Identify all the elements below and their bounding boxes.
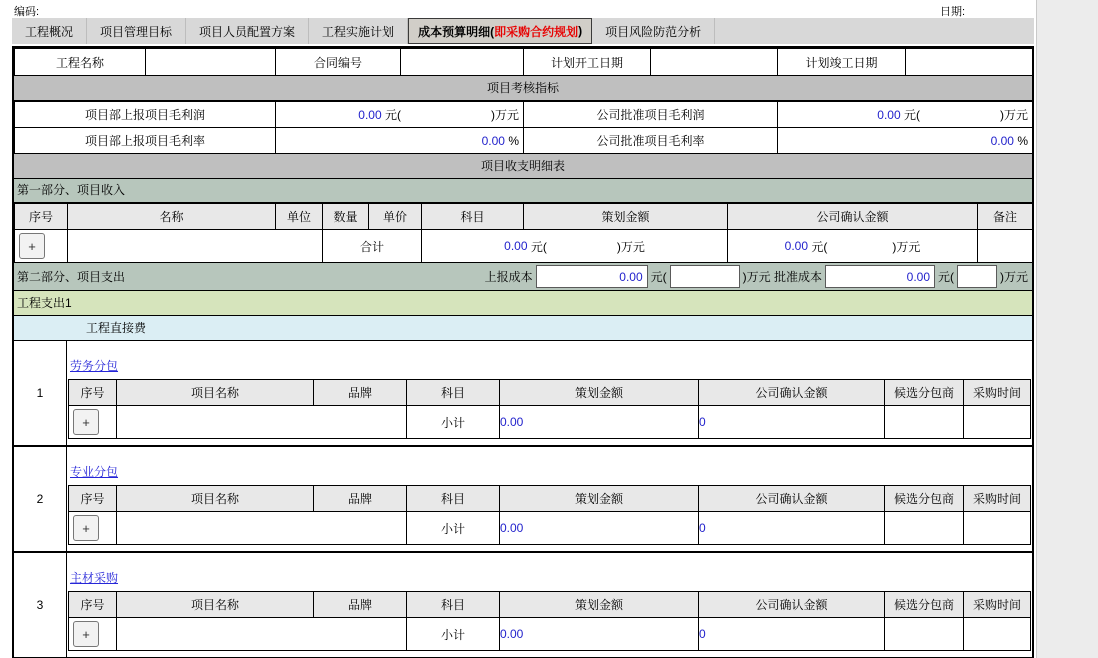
contract-no-label: 合同编号 <box>276 49 401 76</box>
tab-project-overview[interactable]: 工程概况 <box>12 18 87 44</box>
sec-header-subject: 科目 <box>407 380 500 406</box>
sec-purchase-time-cell[interactable] <box>964 618 1031 651</box>
professional-subcontract-link[interactable]: 专业分包 <box>70 465 119 479</box>
approved-margin-value: 0.00 <box>990 133 1014 148</box>
unit-close-text: )万元 <box>1000 108 1028 122</box>
approved-cost-label: 批准成本 <box>773 270 822 284</box>
tab-implementation-plan[interactable]: 工程实施计划 <box>309 18 408 44</box>
kpi-band-title: 项目考核指标 <box>14 76 1032 101</box>
reported-margin-label: 项目部上报项目毛利率 <box>15 128 276 154</box>
approved-cost-input[interactable]: 0.00 <box>825 265 935 288</box>
sec-header-confirmed: 公司确认金额 <box>699 592 885 618</box>
professional-subcontract-table <box>68 485 1031 545</box>
budget-sheet <box>12 46 1034 658</box>
sec-header-seq: 序号 <box>69 486 117 512</box>
sec-candidate-cell[interactable] <box>885 618 964 651</box>
tab-cost-budget-detail[interactable] <box>408 18 592 44</box>
approved-margin-cell[interactable] <box>778 128 1033 154</box>
sec-header-item-name: 项目名称 <box>117 380 314 406</box>
reported-margin-value: 0.00 <box>481 133 505 148</box>
income-section-title: 第一部分、项目收入 <box>14 179 1032 203</box>
sec-subtotal-label: 小计 <box>407 406 500 439</box>
active-tab-highlight: 即采购合约规划 <box>494 24 579 39</box>
detail-band-title: 项目收支明细表 <box>14 154 1032 179</box>
main-material-purchase-table <box>68 591 1031 651</box>
planned-end-date-label: 计划竣工日期 <box>778 49 906 76</box>
material-add-row-button[interactable]: + <box>73 621 99 647</box>
sec-subtotal-label: 小计 <box>407 618 500 651</box>
income-header-name: 名称 <box>68 204 276 230</box>
sec-add-cell <box>69 406 117 439</box>
income-confirmed-total-cell[interactable] <box>728 230 978 263</box>
approved-profit-value: 0.00 <box>877 107 901 122</box>
labor-planned-subtotal: 0.00 <box>500 406 699 439</box>
sec-header-subject: 科目 <box>407 486 500 512</box>
sec-empty-cell <box>117 618 407 651</box>
professional-add-row-button[interactable]: + <box>73 515 99 541</box>
contract-no-input[interactable] <box>401 49 524 76</box>
expense-section-band <box>14 263 1032 291</box>
labor-subcontract-link[interactable]: 劳务分包 <box>70 359 119 373</box>
reported-profit-value: 0.00 <box>358 107 382 122</box>
sec-header-candidate: 候选分包商 <box>885 380 964 406</box>
sec-empty-cell <box>117 406 407 439</box>
income-header-planned: 策划金额 <box>524 204 728 230</box>
percent-text: % <box>508 133 519 148</box>
section-number: 3 <box>14 553 67 657</box>
tab-project-management-goals[interactable]: 项目管理目标 <box>87 18 186 44</box>
income-add-row-button[interactable]: + <box>19 233 45 259</box>
direct-cost-subgroup-title: 工程直接费 <box>14 316 1032 341</box>
unit-text: 元( <box>385 108 401 122</box>
unit-text: 元( <box>650 270 667 284</box>
income-header-seq: 序号 <box>15 204 68 230</box>
unit-close-text: )万元 <box>742 270 771 284</box>
tab-staffing-plan[interactable]: 项目人员配置方案 <box>186 18 309 44</box>
planned-start-date-input[interactable] <box>651 49 778 76</box>
project-info-table <box>14 48 1033 76</box>
unit-text: 元( <box>811 239 828 254</box>
sec-header-candidate: 候选分包商 <box>885 592 964 618</box>
sec-candidate-cell[interactable] <box>885 512 964 545</box>
sec-header-purchase-time: 采购时间 <box>964 380 1031 406</box>
sec-header-brand: 品牌 <box>314 486 407 512</box>
approved-profit-label: 公司批准项目毛利润 <box>524 102 778 128</box>
planned-start-date-label: 计划开工日期 <box>524 49 651 76</box>
sec-header-purchase-time: 采购时间 <box>964 486 1031 512</box>
planned-end-date-input[interactable] <box>906 49 1033 76</box>
sec-header-candidate: 候选分包商 <box>885 486 964 512</box>
tab-bar <box>12 18 1034 44</box>
sec-header-planned: 策划金额 <box>500 486 699 512</box>
sec-candidate-cell[interactable] <box>885 406 964 439</box>
income-add-cell <box>15 230 68 263</box>
income-header-qty: 数量 <box>323 204 369 230</box>
income-header-price: 单价 <box>369 204 422 230</box>
sec-header-confirmed: 公司确认金额 <box>699 486 885 512</box>
reported-cost-label: 上报成本 <box>484 270 533 284</box>
approved-profit-cell[interactable] <box>778 102 1033 128</box>
top-bar <box>0 0 1098 18</box>
sec-header-confirmed: 公司确认金额 <box>699 380 885 406</box>
sec-header-item-name: 项目名称 <box>117 486 314 512</box>
material-confirmed-subtotal: 0 <box>699 618 885 651</box>
outside-sheet-area <box>1036 0 1098 658</box>
expense-category-section <box>14 341 1032 447</box>
project-name-label: 工程名称 <box>15 49 146 76</box>
sec-header-subject: 科目 <box>407 592 500 618</box>
unit-close-text: )万元 <box>1000 270 1028 284</box>
approved-cost-wan-input[interactable] <box>957 265 997 288</box>
labor-confirmed-subtotal: 0 <box>699 406 885 439</box>
income-header-subject: 科目 <box>422 204 524 230</box>
sec-header-seq: 序号 <box>69 380 117 406</box>
sec-subtotal-label: 小计 <box>407 512 500 545</box>
reported-profit-cell[interactable] <box>276 102 524 128</box>
reported-profit-label: 项目部上报项目毛利润 <box>15 102 276 128</box>
section-number: 2 <box>14 447 67 551</box>
unit-close-text: )万元 <box>616 239 645 254</box>
income-remark-cell <box>978 230 1033 263</box>
sec-header-planned: 策划金额 <box>500 592 699 618</box>
material-planned-subtotal: 0.00 <box>500 618 699 651</box>
main-material-purchase-link[interactable]: 主材采购 <box>70 571 119 585</box>
expense-section-title: 第二部分、项目支出 <box>17 270 126 284</box>
expense-group-title: 工程支出1 <box>14 291 1032 316</box>
income-confirmed-total-value: 0.00 <box>784 239 808 253</box>
percent-text: % <box>1017 133 1028 148</box>
unit-text: 元( <box>938 270 954 284</box>
income-planned-total-value: 0.00 <box>504 239 528 253</box>
tab-risk-prevention-analysis[interactable]: 项目风险防范分析 <box>592 18 715 44</box>
professional-confirmed-subtotal: 0 <box>699 512 885 545</box>
income-empty-cell <box>68 230 323 263</box>
code-label: 编码: <box>14 6 40 18</box>
income-header-confirmed: 公司确认金额 <box>728 204 978 230</box>
sec-header-brand: 品牌 <box>314 592 407 618</box>
date-label: 日期: <box>940 6 966 18</box>
unit-text: 元( <box>530 239 547 254</box>
section-number: 1 <box>14 341 67 445</box>
sec-header-item-name: 项目名称 <box>117 592 314 618</box>
unit-close-text: )万元 <box>892 239 921 254</box>
income-header-unit: 单位 <box>276 204 323 230</box>
active-tab-suffix: ) <box>578 24 583 38</box>
sec-add-cell <box>69 512 117 545</box>
income-total-label: 合计 <box>323 230 422 263</box>
sec-header-planned: 策划金额 <box>500 380 699 406</box>
sec-add-cell <box>69 618 117 651</box>
unit-text: 元( <box>904 108 920 122</box>
professional-planned-subtotal: 0.00 <box>500 512 699 545</box>
sec-purchase-time-cell[interactable] <box>964 406 1031 439</box>
sec-purchase-time-cell[interactable] <box>964 512 1031 545</box>
sec-header-purchase-time: 采购时间 <box>964 592 1031 618</box>
expense-category-section <box>14 447 1032 553</box>
reported-cost-input[interactable]: 0.00 <box>536 265 648 288</box>
project-name-input[interactable] <box>146 49 276 76</box>
expense-category-section <box>14 553 1032 657</box>
income-table <box>14 203 1033 263</box>
income-header-remark: 备注 <box>978 204 1033 230</box>
unit-close-text: )万元 <box>491 108 519 122</box>
labor-add-row-button[interactable]: + <box>73 409 99 435</box>
labor-subcontract-table <box>68 379 1031 439</box>
sec-empty-cell <box>117 512 407 545</box>
sec-header-seq: 序号 <box>69 592 117 618</box>
reported-margin-cell[interactable] <box>276 128 524 154</box>
active-tab-prefix: 成本预算明细( <box>418 24 495 39</box>
income-planned-total-cell[interactable] <box>422 230 728 263</box>
kpi-table <box>14 101 1033 154</box>
sec-header-brand: 品牌 <box>314 380 407 406</box>
reported-cost-wan-input[interactable] <box>670 265 740 288</box>
approved-margin-label: 公司批准项目毛利率 <box>524 128 778 154</box>
